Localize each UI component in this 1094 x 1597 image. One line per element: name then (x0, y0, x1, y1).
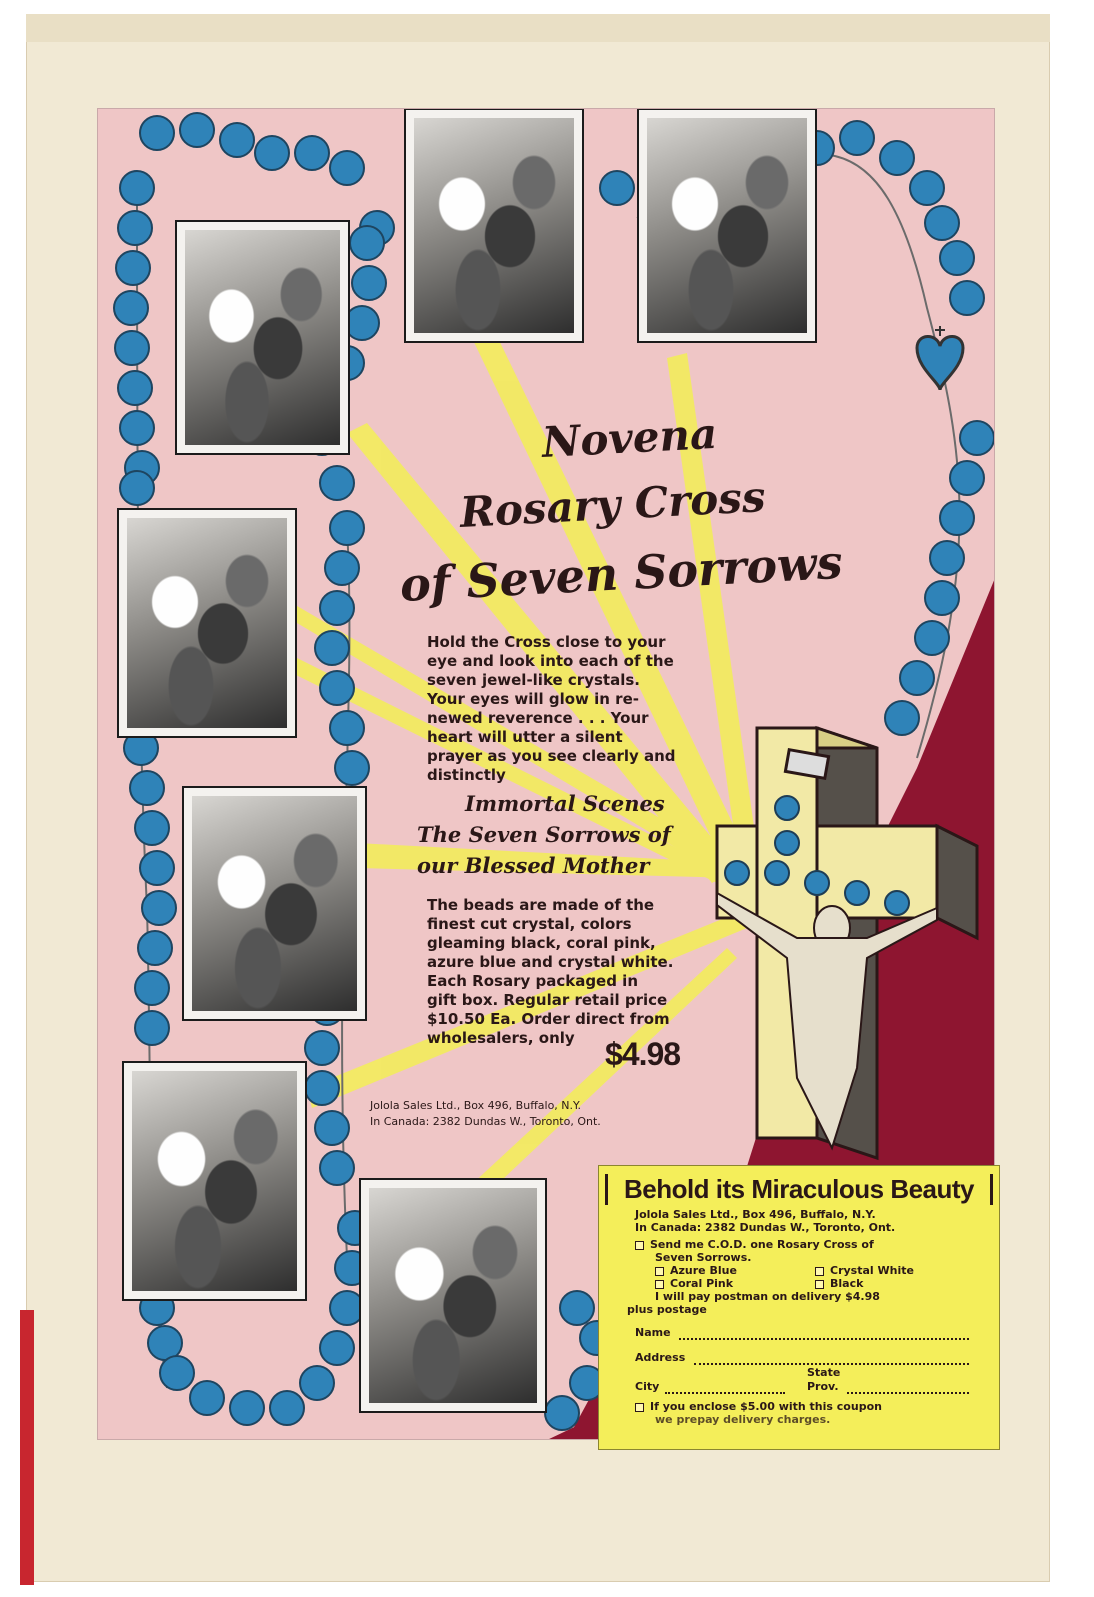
name-field[interactable] (679, 1338, 969, 1340)
send-me-checkbox[interactable] (635, 1241, 644, 1250)
send-me-option[interactable] (635, 1238, 874, 1251)
beads-line: $10.50 Ea. Order direct from (427, 1010, 670, 1028)
address-field[interactable] (694, 1363, 969, 1365)
intro-line: newed reverence . . . Your (427, 709, 649, 727)
coupon-title: Behold its Miraculous Beauty (605, 1174, 993, 1205)
prov-label: Prov. (807, 1380, 839, 1393)
beads-line: gift box. Regular retail price (427, 991, 668, 1009)
city-label: City (635, 1380, 660, 1393)
coupon-address-1: Jolola Sales Ltd., Box 496, Buffalo, N.Y. (635, 1208, 876, 1221)
enclose-checkbox[interactable] (635, 1403, 644, 1412)
scenes-line: The Seven Sorrows of (417, 822, 671, 847)
beads-line: gleaming black, coral pink, (427, 934, 656, 952)
price-tag: $4.98 (605, 1036, 681, 1072)
mail-address (370, 1098, 601, 1130)
intro-line: seven jewel-like crystals. (427, 671, 640, 689)
black-checkbox[interactable] (815, 1280, 824, 1289)
order-coupon[interactable] (598, 1165, 1000, 1450)
scenes-heading (417, 788, 671, 881)
enclose-option[interactable] (635, 1400, 882, 1413)
postman-note-1: I will pay postman on delivery $4.98 (655, 1290, 880, 1303)
headline-line-1: Novena (540, 408, 719, 467)
beads-line: The beads are made of the (427, 896, 655, 914)
beads-line: Each Rosary packaged in (427, 972, 639, 990)
headline-line-2: Rosary Cross (458, 472, 767, 537)
coral-pink-checkbox[interactable] (655, 1280, 664, 1289)
enclose-label-2: we prepay delivery charges. (655, 1413, 831, 1426)
option-coral-pink[interactable] (655, 1277, 733, 1290)
intro-line: prayer as you see clearly and (427, 747, 676, 765)
azure-blue-label: Azure Blue (670, 1264, 737, 1277)
name-label: Name (635, 1326, 671, 1339)
scenes-line: our Blessed Mother (417, 853, 650, 878)
option-black[interactable] (815, 1277, 863, 1290)
option-crystal-white[interactable] (815, 1264, 914, 1277)
black-label: Black (830, 1277, 864, 1290)
city-field[interactable] (665, 1392, 785, 1394)
ad-intro-paragraph (427, 633, 727, 785)
scenes-line: Immortal Scenes (465, 791, 665, 816)
enclose-label: If you enclose $5.00 with this coupon (650, 1400, 882, 1413)
cover-top-edge (26, 14, 1050, 42)
crystal-white-label: Crystal White (830, 1264, 914, 1277)
send-me-label-2: Seven Sorrows. (655, 1251, 752, 1264)
state-label: State (807, 1366, 841, 1379)
beads-line: finest cut crystal, colors (427, 915, 632, 933)
state-prov-field[interactable] (847, 1392, 969, 1394)
headline-line-3: of Seven Sorrows (398, 534, 844, 612)
address-line: Jolola Sales Ltd., Box 496, Buffalo, N.Y. (370, 1099, 582, 1112)
coral-pink-label: Coral Pink (670, 1277, 734, 1290)
option-azure-blue[interactable] (655, 1264, 737, 1277)
beads-line: azure blue and crystal white. (427, 953, 674, 971)
coupon-address-2: In Canada: 2382 Dundas W., Toronto, Ont. (635, 1221, 896, 1234)
intro-line: eye and look into each of the (427, 652, 674, 670)
send-me-label: Send me C.O.D. one Rosary Cross of (650, 1238, 874, 1251)
beads-line: wholesalers, only (427, 1029, 575, 1047)
spine-edge (20, 1310, 34, 1585)
intro-line: Your eyes will glow in re- (427, 690, 639, 708)
address-line: In Canada: 2382 Dundas W., Toronto, Ont. (370, 1115, 601, 1128)
azure-blue-checkbox[interactable] (655, 1267, 664, 1276)
address-label: Address (635, 1351, 686, 1364)
beads-paragraph (427, 896, 727, 1048)
postman-note-2: plus postage (627, 1303, 707, 1316)
intro-line: distinctly (427, 766, 506, 784)
intro-line: heart will utter a silent (427, 728, 623, 746)
intro-line: Hold the Cross close to your (427, 633, 666, 651)
crystal-white-checkbox[interactable] (815, 1267, 824, 1276)
